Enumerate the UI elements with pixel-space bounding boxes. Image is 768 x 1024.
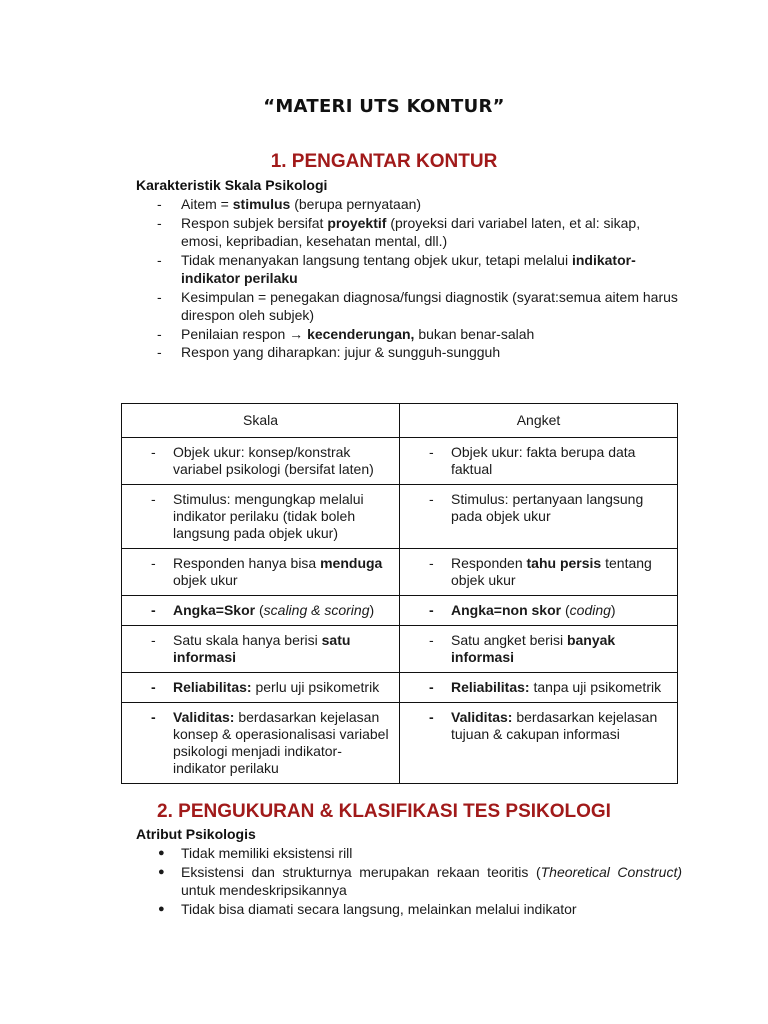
- row-marker: -: [429, 491, 434, 507]
- table-header-row: [122, 404, 678, 438]
- list-item: ● Eksistensi dan strukturnya merupakan rekaan teoritis (Theoretical Construct) untuk mendeskripsikannya: [157, 863, 682, 900]
- row-marker: -: [151, 602, 156, 618]
- row-marker: -: [151, 679, 156, 695]
- comparison-table: [121, 403, 678, 784]
- row-marker: -: [429, 679, 434, 695]
- table-cell-angket: - Validitas: berdasarkan kejelasan tujuan & cakupan informasi: [400, 703, 678, 784]
- table-row: [122, 549, 678, 596]
- column-header-skala: Skala: [122, 404, 400, 438]
- row-marker: -: [151, 555, 156, 571]
- section-1-bullet-list: [157, 195, 682, 362]
- section-1-subheading: Karakteristik Skala Psikologi: [136, 177, 328, 193]
- table-cell-angket: - Stimulus: pertanyaan langsung pada objek ukur: [400, 485, 678, 549]
- table-cell-angket: - Responden tahu persis tentang objek ukur: [400, 549, 678, 596]
- list-item: - Aitem = stimulus (berupa pernyataan): [157, 195, 682, 214]
- list-item: ● Tidak bisa diamati secara langsung, melainkan melalui indikator: [157, 900, 682, 919]
- row-marker: -: [151, 491, 156, 507]
- table-cell-skala: - Stimulus: mengungkap melalui indikator perilaku (tidak boleh langsung pada objek ukur): [122, 485, 400, 549]
- table-cell-skala: - Satu skala hanya berisi satu informasi: [122, 626, 400, 673]
- table-cell-angket: - Objek ukur: fakta berupa data faktual: [400, 438, 678, 485]
- list-item: - Penilaian respon → kecenderungan, bukan benar-salah: [157, 325, 682, 344]
- table-cell-skala: - Reliabilitas: perlu uji psikometrik: [122, 673, 400, 703]
- table-cell-angket: - Angka=non skor (coding): [400, 596, 678, 626]
- row-marker: -: [151, 632, 156, 648]
- table-row: [122, 673, 678, 703]
- row-marker: -: [429, 632, 434, 648]
- table-cell-skala: - Responden hanya bisa menduga objek ukur: [122, 549, 400, 596]
- row-marker: -: [429, 602, 434, 618]
- document-title: “MATERI UTS KONTUR”: [263, 96, 505, 117]
- list-item: - Respon yang diharapkan: jujur & sungguh-sungguh: [157, 343, 682, 362]
- table-row: [122, 438, 678, 485]
- list-item: - Tidak menanyakan langsung tentang objek ukur, tetapi melalui indikator-indikator perilaku: [157, 251, 682, 288]
- section-1-heading: 1. PENGANTAR KONTUR: [270, 151, 498, 172]
- section-2-bullet-list: [157, 844, 682, 918]
- row-marker: -: [429, 444, 434, 460]
- table-cell-skala: - Objek ukur: konsep/konstrak variabel psikologi (bersifat laten): [122, 438, 400, 485]
- row-marker: -: [151, 709, 156, 725]
- table-row: [122, 485, 678, 549]
- table-cell-angket: - Satu angket berisi banyak informasi: [400, 626, 678, 673]
- list-item: - Respon subjek bersifat proyektif (proyeksi dari variabel laten, et al: sikap, emosi, kepribadian, kesehatan mental, dll.): [157, 214, 682, 251]
- row-marker: -: [151, 444, 156, 460]
- section-2-subheading: Atribut Psikologis: [136, 826, 256, 842]
- table-row: [122, 703, 678, 784]
- table-cell-skala: - Validitas: berdasarkan kejelasan konsep & operasionalisasi variabel psikologi menjadi indikator-indikator perilaku: [122, 703, 400, 784]
- list-item: - Kesimpulan = penegakan diagnosa/fungsi diagnostik (syarat:semua aitem harus direspon oleh subjek): [157, 288, 682, 325]
- column-header-angket: Angket: [400, 404, 678, 438]
- row-marker: -: [429, 709, 434, 725]
- section-2-heading: 2. PENGUKURAN & KLASIFIKASI TES PSIKOLOGI: [157, 801, 611, 822]
- row-marker: -: [429, 555, 434, 571]
- list-item: ● Tidak memiliki eksistensi rill: [157, 844, 682, 863]
- table-row: [122, 626, 678, 673]
- table-cell-skala: - Angka=Skor (scaling & scoring): [122, 596, 400, 626]
- table-cell-angket: - Reliabilitas: tanpa uji psikometrik: [400, 673, 678, 703]
- table-row: [122, 596, 678, 626]
